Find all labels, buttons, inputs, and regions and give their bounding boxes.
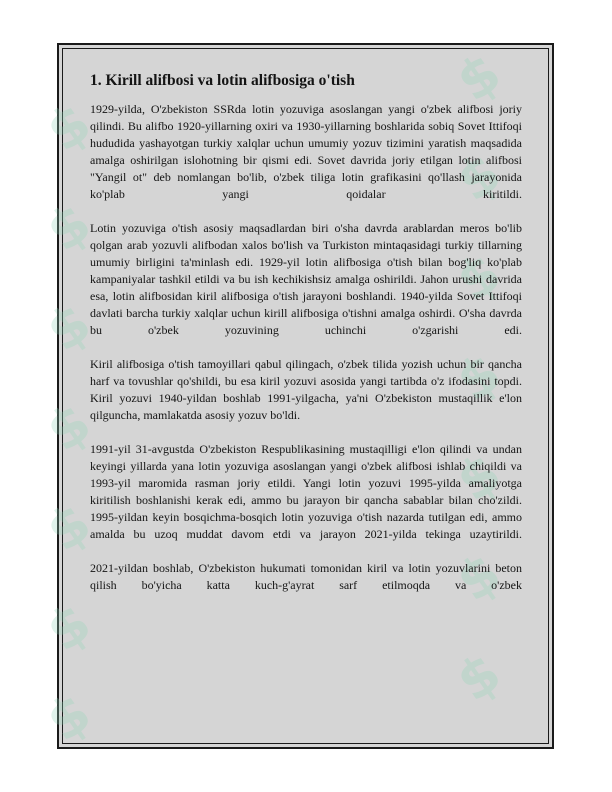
watermark-mark: $ [445,640,513,715]
watermark-mark: $ [445,440,513,515]
watermark-mark: $ [445,240,513,315]
section-heading: 1. Kirill alifbosi va lotin alifbosiga o'tish [90,72,355,89]
watermark-mark: $ [35,680,103,755]
watermark-mark: $ [445,140,513,215]
paragraph-5: 2021-yildan boshlab, O'zbekiston hukumati tomonidan kiril va lotin yozuvlarini beton qilish bo'yicha katta kuch-g'ayrat sarf etilmoqda va o'zbek [90,561,522,592]
document-body [90,72,522,594]
paragraph-3: Kiril alifbosiga o'tish tamoyillari qabul qilingach, o'zbek tilida yozish uchun bir qancha harf va tovushlar qo'shildi, bu esa kiril yozuvi asosida yangi tartibda o'z ifodasini topdi. Kiril yozuvi 1940-yildan boshlab 1991-yilgacha, ya'ni O'zbekiston mustaqillik e'lon qilguncha, mamlakatda asosiy yozuv bo'ldi. [90,357,522,422]
watermark-mark: $ [35,490,103,565]
watermark-mark: $ [445,340,513,415]
watermark-mark: $ [35,590,103,665]
watermark-mark: $ [35,190,103,265]
watermark-mark: $ [35,290,103,365]
watermark-mark: $ [445,40,513,115]
paragraph-1: 1929-yilda, O'zbekiston SSRda lotin yozuviga asoslangan yangi o'zbek alifbosi joriy qilindi. Bu alifbo 1920-yillarning oxiri va 1930-yillarning boshlarida sobiq Sovet Ittifoqi hududida yashayotgan turkiy xalqlar uchun umumiy yozuv tizimini yaratish maqsadida amalga oshirilgan islohotning bir qismi edi. Sovet davrida joriy etilgan lotin alifbosi "Yangil ot" deb nomlangan bo'lib, o'zbek tiliga lotin grafikasini qo'llash jarayonida ko'plab yangi qoidalar kiritildi. [90,102,522,201]
watermark-mark: $ [445,540,513,615]
paragraph-2: Lotin yozuviga o'tish asosiy maqsadlardan biri o'sha davrda arablardan meros bo'lib qolgan arab yozuvli alifbodan xalos bo'lish va Turkiston mintaqasidagi turkiy tillarning umumiy birligini ta'minlash edi. 1929-yil lotin alifbosiga o'tish bilan bog'liq ko'plab kampaniyalar tashkil etildi va bu ish kechikishsiz amalga oshirildi. Jahon urushi davrida esa, lotin alifbosidan kiril alifbosiga o'tish jarayoni boshlandi. 1940-yilda Sovet Ittifoqi davlati barcha turkiy xalqlar uchun kirill alifbosiga o'tishni amalga oshirdi. O'sha davrda bu o'zbek yozuvining uchinchi o'zgarishi edi. [90,221,522,337]
watermark-mark: $ [35,390,103,465]
paragraph-4: 1991-yil 31-avgustda O'zbekiston Respublikasining mustaqilligi e'lon qilindi va undan keyingi yillarda yana lotin yozuviga asoslangan yangi o'zbek alifbosi ishlab chiqildi va 1993-yil maromida rasman joriy etildi. Yangi lotin yozuvi 1995-yilda amaliyotga kiritilish boshlanishi kerak edi, ammo bu jarayon bir qancha sabablar bilan cho'zildi. 1995-yildan keyin bosqichma-bosqich lotin yozuviga o'tish nazarda tutilgan edi, ammo amalda bu uzoq muddat davom etdi va jarayon 2021-yilda tekinga uzaytirildi. [90,442,522,541]
watermark-mark: $ [35,90,103,165]
